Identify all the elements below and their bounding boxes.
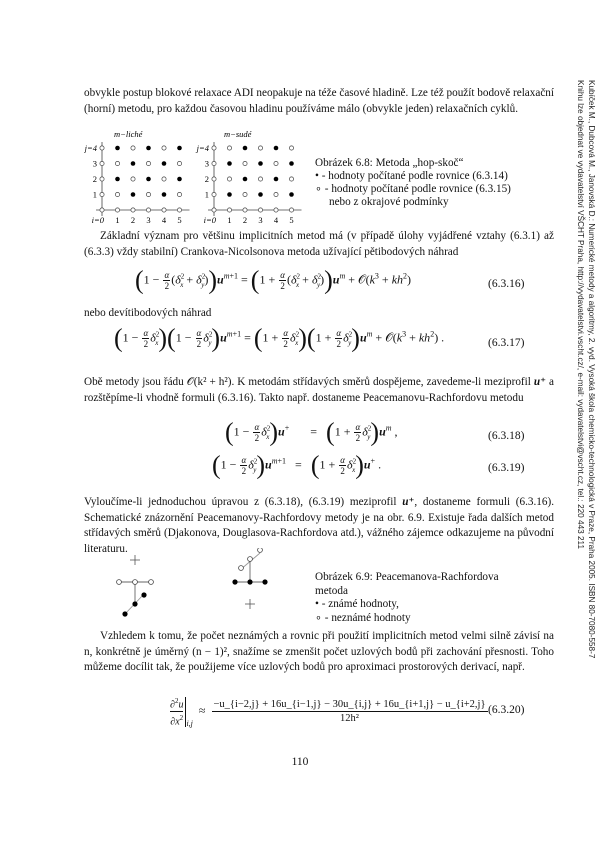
paragraph-nine-point: nebo devítibodových náhrad (84, 307, 212, 319)
paragraph-higher-order: Vzhledem k tomu, že počet neznámých a rovnic při použití implicitních metod velmi silně závisí na n, konkrétně je úměrný (n − 1)², snažíme se zmenšit počet uzlových bodů při zachování přesnosti. Toho můžeme docílit tak, že použijeme více uzlových bodů pro aproximaci prostorových derivací, např. (84, 630, 554, 673)
boundary-node (212, 161, 216, 165)
open-node (115, 192, 119, 196)
open-node (227, 177, 231, 181)
i-label: 2 (130, 215, 136, 223)
paragraph-relaxation: obvykle postup blokové relaxace ADI neopakuje na téže časové hladině. Lze též použít bodově relaxační (horní) metodu, pro každou časovou hladinu používáme málo (obvykle jeden) relaxačních cyklů. (84, 87, 554, 115)
boundary-node (100, 146, 104, 150)
filled-node (247, 579, 252, 584)
equation-number-6-3-20: (6.3.20) (488, 704, 525, 716)
open-node (243, 161, 247, 165)
filled-node (146, 177, 151, 182)
open-node (177, 161, 181, 165)
paragraph-adi-text-b: a rozštěpíme-li vhodně formuli (6.3.16). Takto např. dostaneme Peacemanovu-Rachfordovu metodu (84, 376, 554, 404)
figure-6-9-peaceman-rachford-stencils (110, 548, 300, 633)
side-note-line-2: Knihu lze objednat ve vydavatelství VŠCHT Praha, http://vydavatelstvi.vscht.cz/, e-mail: vydavatelstvi@vscht.cz, tel.: 220 443 211 (576, 80, 585, 550)
open-node (239, 566, 244, 571)
boundary-node (274, 208, 278, 212)
open-node (274, 161, 278, 165)
i-label: 3 (146, 215, 151, 223)
j-label: 2 (92, 174, 97, 184)
stencil-left (117, 555, 154, 617)
left-grid-title: m−liché (114, 129, 143, 139)
equation-6-3-16: (1 − $\frac{\alpha}{2}$ $(\delta^2_x + \delta^2_y))u^{m+1} = (1$ + $\frac{\alpha}{2}$ $(\delta^2_x + \delta^2_y))u^m$ + $𝒪(k^3 + kh^2)$ (135, 265, 412, 295)
i-label: 5 (177, 215, 182, 223)
open-node (131, 146, 135, 150)
filled-node (131, 161, 136, 166)
boundary-node (212, 146, 216, 150)
eq20-numerator: −u_{i−2,j} + 16u_{i−1,j} − 30u_{i,j} + 16u_{i+1,j} − u_{i+2,j} (213, 699, 486, 711)
filled-node (162, 161, 167, 166)
filled-node (162, 192, 167, 197)
open-node (243, 192, 247, 196)
boundary-node (177, 208, 181, 212)
j-label: 1 (204, 189, 209, 200)
open-node (258, 177, 262, 181)
figure-6-8-legend-filled: • - hodnoty počítané podle rovnice (6.3.14) (315, 170, 508, 182)
filled-node (258, 192, 263, 197)
filled-node (258, 161, 263, 166)
cross-marker-right-bottom (245, 599, 255, 609)
figure-6-9-legend-filled: • - známé hodnoty, (315, 598, 399, 610)
right-grid-title: m−sudé (224, 129, 252, 139)
figure-6-8-legend-open-cont: nebo z okrajové podmínky (329, 196, 449, 208)
i-label: 4 (161, 215, 167, 223)
equation-6-3-20: $\frac{\partial^2u}{\partial x^2}$ $_{i,j}$ ≈ −u_{i−2,j} + 16u_{i−1,j} − 30u_{i,j} + 16u_{i+1,j} − u_{i+2,j} 12h² (170, 697, 486, 728)
i-label: 1 (227, 215, 232, 223)
filled-node (227, 192, 232, 197)
i-label: 4 (273, 215, 279, 223)
open-node (289, 177, 293, 181)
eq20-denominator: 12h² (340, 713, 359, 725)
paragraph-pr-text-b: , dostaneme formuli (6.3.16). Schematické znázornění Peacemanovy-Rachfordovy metody je na obr. 6.9. Existuje řada dalších metod střídavých směrů (Djakonova, Douglasova-Rachfordova atd.), vážného zájemce odkazujeme na původní literaturu. (84, 496, 555, 555)
j-label: 1 (92, 189, 97, 200)
filled-node (122, 611, 127, 616)
i-label: 2 (242, 215, 248, 223)
boundary-node (162, 208, 166, 212)
filled-node (141, 592, 146, 597)
boundary-node (212, 177, 216, 181)
open-node (227, 146, 231, 150)
i-label: 5 (289, 215, 294, 223)
j-label: 3 (92, 158, 97, 169)
equation-6-3-19: (1 − $\frac{\alpha}{2}$ $\delta^2_y)u^{m+1} = (1$ + $\frac{\alpha}{2}$ $\delta^2_x)u^+$ . (212, 450, 382, 480)
figure-6-9-caption (315, 571, 525, 625)
filled-node (132, 601, 137, 606)
j-label-top: j=4 (84, 143, 97, 153)
figure-6-8-caption (315, 157, 511, 209)
filled-node (232, 579, 237, 584)
figure-6-9-title: Obrázek 6.9: Peacemanova-Rachfordova metoda (315, 571, 499, 597)
open-node (146, 161, 150, 165)
boundary-node (243, 208, 247, 212)
boundary-node (100, 208, 104, 212)
figure-6-8-title: Obrázek 6.8: Metoda „hop-skoč“ (315, 157, 464, 169)
equation-number-6-3-17: (6.3.17) (488, 337, 525, 349)
boundary-node (100, 177, 104, 181)
filled-node (289, 192, 294, 197)
equation-number-6-3-16: (6.3.16) (488, 278, 525, 290)
j-label: 3 (204, 158, 209, 169)
paragraph-pr-text-a: Vyloučíme-li jednoduchou úpravou z (6.3.18), (6.3.19) meziprofil (84, 496, 403, 508)
equation-number-6-3-19: (6.3.19) (488, 462, 525, 474)
open-node (289, 146, 293, 150)
boundary-node (212, 192, 216, 196)
grid-m-odd (84, 142, 190, 223)
figure-6-8-hop-scotch-grids (84, 128, 314, 223)
i-label: 1 (115, 215, 120, 223)
i-label-zero: i=0 (203, 215, 216, 223)
paragraph-crank-nicolson: Základní význam pro většinu implicitních metod má (v případě úlohy vyjádřené vztahy (6.3.1) až (6.3.3) vždy stabilní) Crankova-Nicolsonova metoda užívající pětibodových náhrad (84, 230, 554, 258)
open-node (274, 192, 278, 196)
filled-node (243, 146, 248, 151)
filled-node (146, 146, 151, 151)
stencil-right (232, 548, 267, 609)
filled-node (262, 579, 267, 584)
filled-node (177, 177, 182, 182)
filled-node (115, 177, 120, 182)
equation-number-6-3-18: (6.3.18) (488, 430, 525, 442)
j-label-top: j=4 (196, 143, 209, 153)
boundary-node (146, 208, 150, 212)
boundary-node (115, 208, 119, 212)
open-node (131, 177, 135, 181)
page-number: 110 (291, 756, 309, 768)
figure-6-8-legend-open: ∘ - hodnoty počítané podle rovnice (6.3.15) (315, 183, 511, 195)
open-node (149, 580, 154, 585)
equation-6-3-18: (1 − $\frac{\alpha}{2}$ $\delta^2_x)u^+$ = (1 + $\frac{\alpha}{2}$ $\delta^2_y)u^m$ , (225, 417, 398, 447)
j-label: 2 (204, 174, 209, 184)
boundary-node (289, 208, 293, 212)
boundary-node (131, 208, 135, 212)
filled-node (274, 177, 279, 182)
boundary-node (100, 161, 104, 165)
i-label: 3 (258, 215, 263, 223)
open-node (162, 146, 166, 150)
open-node (248, 557, 253, 562)
i-label-zero: i=0 (91, 215, 104, 223)
filled-node (177, 146, 182, 151)
figure-6-9-legend-open: ∘ - neznámé hodnoty (315, 611, 411, 624)
filled-node (131, 192, 136, 197)
filled-node (274, 146, 279, 151)
cross-marker-left-top (130, 555, 140, 565)
intermediate-profile-symbol-2: u⁺ (402, 496, 415, 508)
equation-6-3-17: (1 − $\frac{\alpha}{2}$ $\delta^2_x)(1$ − $\frac{\alpha}{2}$ $\delta^2_y)u^{m+1} = (1$ + $\frac{\alpha}{2}$ $\delta^2_x)(1$ + $\frac{\alpha}{2}$ $\delta^2_y)u^m$ + $𝒪(k^3 + kh^2)$ . (114, 323, 445, 353)
intermediate-profile-symbol: u⁺ (533, 376, 547, 388)
paragraph-adi-text-a: Obě metody jsou řádu 𝒪(k² + h²). K metodám střídavých směrů dospějeme, zavedeme-li meziprofil (84, 376, 534, 388)
side-copyright-note (565, 80, 597, 659)
boundary-node (100, 192, 104, 196)
filled-node (289, 161, 294, 166)
paragraph-adi-methods (84, 375, 554, 406)
open-node (162, 177, 166, 181)
open-node (146, 192, 150, 196)
open-node (258, 548, 263, 552)
open-node (258, 146, 262, 150)
boundary-node (227, 208, 231, 212)
boundary-node (212, 208, 216, 212)
open-node (133, 580, 138, 585)
grid-m-even (196, 142, 302, 223)
open-node (117, 580, 122, 585)
side-note-line-1: Kubíček M., Dubcová M., Janovská D.: Numerické metody a algoritmy, 2. vyd. Vysoká škola chemicko-technologická v Praze, Praha 2005. ISBN 80-7080-558-7 (587, 80, 596, 659)
open-node (177, 192, 181, 196)
filled-node (243, 177, 248, 182)
filled-node (115, 146, 120, 151)
boundary-node (258, 208, 262, 212)
filled-node (227, 161, 232, 166)
open-node (115, 161, 119, 165)
